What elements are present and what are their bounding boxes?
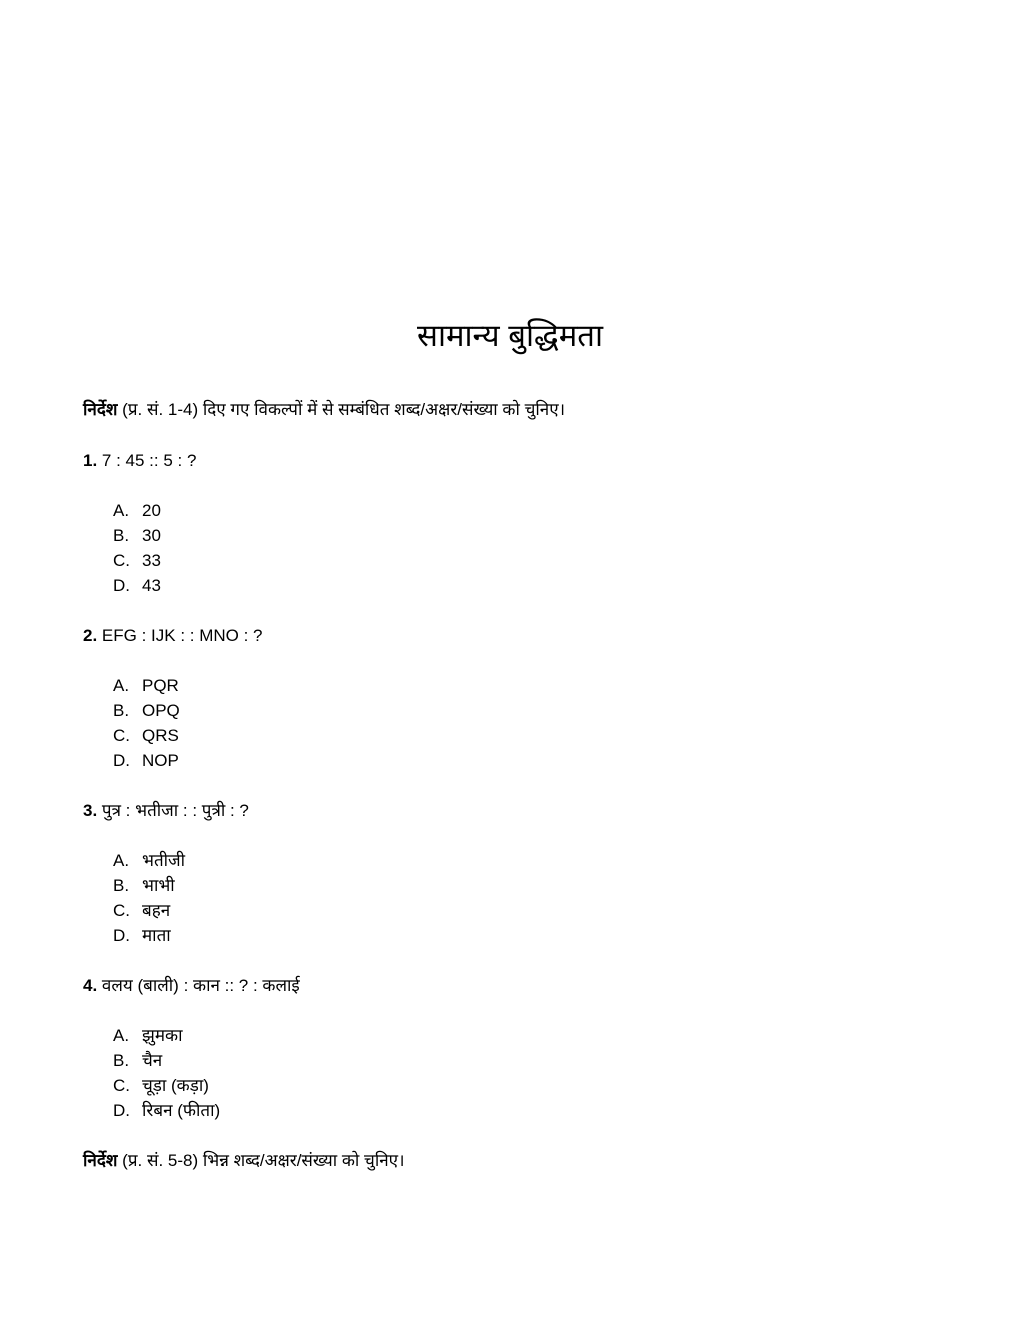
directions-label: निर्देश [83, 1151, 118, 1170]
question-text: पुत्र : भतीजा : : पुत्री : ? [101, 801, 249, 820]
option-text: भाभी [142, 876, 175, 895]
option-letter: D. [113, 576, 130, 595]
option-1a [113, 499, 161, 523]
option-text: चैन [142, 1051, 163, 1070]
option-2d [113, 749, 179, 773]
option-text: NOP [142, 751, 179, 770]
directions-1 [83, 398, 565, 422]
option-letter: D. [113, 926, 130, 945]
option-text: माता [142, 926, 171, 945]
option-text: 43 [142, 576, 161, 595]
question-number: 2. [83, 626, 98, 645]
page-title: सामान्य बुद्धिमता [416, 318, 604, 353]
question-text: 7 : 45 :: 5 : ? [101, 451, 197, 470]
option-letter: A. [113, 676, 130, 695]
option-1c [113, 549, 161, 573]
option-letter: C. [113, 1076, 130, 1095]
option-letter: B. [113, 701, 130, 720]
option-letter: A. [113, 1026, 130, 1045]
directions-text: (प्र. सं. 1-4) दिए गए विकल्पों में से सम्बंधित शब्द/अक्षर/संख्या को चुनिए। [122, 400, 566, 419]
question-number: 1. [83, 451, 98, 470]
option-3b [113, 874, 175, 898]
question-text: EFG : IJK : : MNO : ? [101, 626, 263, 645]
option-text: चूड़ा (कड़ा) [142, 1076, 209, 1095]
option-text: OPQ [142, 701, 180, 720]
option-letter: A. [113, 851, 130, 870]
option-letter: D. [113, 751, 130, 770]
option-text: 20 [142, 501, 161, 520]
question-text: वलय (बाली) : कान :: ? : कलाई [101, 976, 300, 995]
option-text: झुमका [142, 1026, 183, 1045]
option-letter: B. [113, 526, 130, 545]
option-4b [113, 1049, 162, 1073]
directions-2 [83, 1149, 405, 1173]
option-1b [113, 524, 161, 548]
option-letter: A. [113, 501, 130, 520]
option-2a [113, 674, 179, 698]
option-1d [113, 574, 161, 598]
question-number: 4. [83, 976, 98, 995]
option-4a [113, 1024, 182, 1048]
option-4c [113, 1074, 209, 1098]
option-letter: D. [113, 1101, 130, 1120]
option-text: 33 [142, 551, 161, 570]
option-2b [113, 699, 180, 723]
directions-text: (प्र. सं. 5-8) भिन्न शब्द/अक्षर/संख्या को चुनिए। [122, 1151, 405, 1170]
option-4d [113, 1099, 220, 1123]
option-text: PQR [142, 676, 179, 695]
question-2 [83, 624, 263, 648]
option-3c [113, 899, 170, 923]
option-letter: C. [113, 551, 130, 570]
option-text: QRS [142, 726, 179, 745]
option-text: बहन [142, 901, 171, 920]
option-letter: B. [113, 1051, 130, 1070]
question-1 [83, 449, 196, 473]
question-4 [83, 974, 300, 998]
option-letter: C. [113, 901, 130, 920]
option-3a [113, 849, 185, 873]
option-text: 30 [142, 526, 161, 545]
option-text: रिबन (फीता) [142, 1101, 221, 1120]
option-letter: C. [113, 726, 130, 745]
option-3d [113, 924, 171, 948]
option-text: भतीजी [142, 851, 186, 870]
option-letter: B. [113, 876, 130, 895]
directions-label: निर्देश [83, 400, 118, 419]
question-number: 3. [83, 801, 98, 820]
option-2c [113, 724, 179, 748]
question-3 [83, 799, 249, 823]
